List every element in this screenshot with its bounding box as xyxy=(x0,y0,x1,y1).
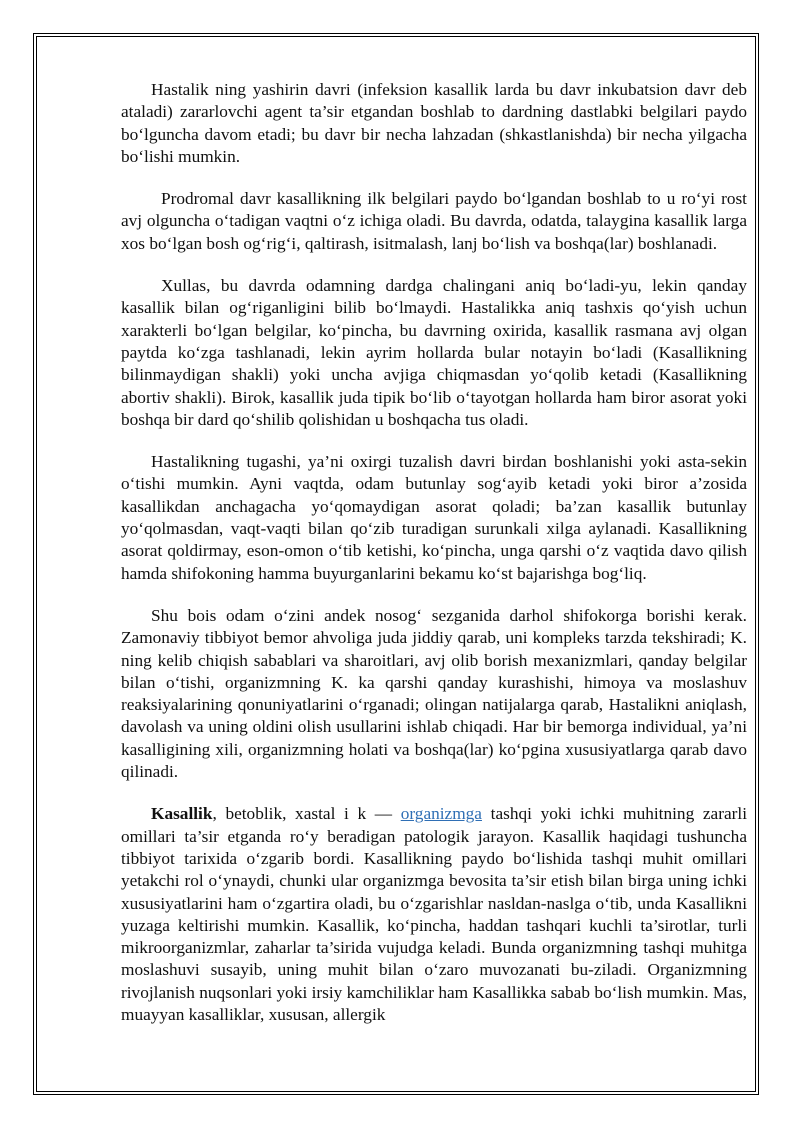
paragraph-latent-period: Hastalik ning yashirin davri (infeksion kasallik larda bu davr inkubatsion davr deb ataladi) zararlovchi agent ta’sir etgandan boshlab to dardning dastlabki belgilari paydo bo‘lguncha davom etadi; bu davr bir necha lahzadan (shkastlanishda) bir necha yilgacha bo‘lishi mumkin. xyxy=(121,80,747,166)
definition-text-after-link: tashqi yoki ichki muhitning zararli omillari ta’sir etganda ro‘y beradigan patologik jarayon. Kasallik haqidagi tushuncha tibbiyot tarixida o‘zgarib bordi. Kasallikning paydo bo‘lishida tashqi muhit omillari yetakchi rol o‘ynaydi, chunki ular organizmga bevosita ta’sir etish bilan birga uning ichki xususiyatlarini ham o‘zgartira oladi, bu o‘zgarishlar nasldan-naslga o‘tib, unda Kasallikni yuzaga keltirishi mumkin. Kasallik, ko‘pincha, haddan tashqari kuchli ta’sirotlar, turli mikroorganizmlar, zaharlar ta’sirida vujudga keladi. Bunda organizmning tashqi muhitga moslashuvi susayib, uning muhit bilan o‘zaro muvozanati bu-ziladi. Organizmning rivojlanish nuqsonlari yoki irsiy kamchiliklar ham Kasallikka sabab bo‘lish mumkin. Mas, muayyan kasalliklar, xususan, allergik xyxy=(121,804,747,1024)
organizmga-link[interactable]: organizmga xyxy=(400,804,482,824)
paragraph-prodromal-period: Prodromal davr kasallikning ilk belgilari paydo bo‘lgandan boshlab to u ro‘yi rost avj olguncha o‘tadigan vaqtni o‘z ichiga oladi. Bu davrda, odatda, talaygina kasallik larga xos bo‘lgan bosh og‘rig‘i, qaltirash, isitmalash, lanj bo‘lish va boshqa(lar) boshlanadi. xyxy=(121,189,747,253)
defined-term: Kasallik xyxy=(151,804,213,824)
paragraph-see-doctor: Shu bois odam o‘zini andek nosog‘ sezganida darhol shifokorga borishi kerak. Zamonaviy tibbiyot bemor ahvoliga juda jiddiy qarab, uni kompleks tarzda tekshiradi; K. ning kelib chiqish sabablari va sharoitlari, avj olib borish mexanizmlari, qanday belgilar bilan o‘tishi, organizmning K. ka qarshi qanday kurashishi, himoya va moslashuv reaksiyalarining qonuniyatlarini o‘rganadi; olingan natijalarga qarab, Hastalikni aniqlash, davolash va uning oldini olish usullarini ishlab chiqadi. Har bir bemorga individual, ya’ni kasalligining xili, organizmning holati va boshqa(lar) ko‘pgina xususiyatlarga qarab davo qilinadi. xyxy=(121,605,747,782)
definition-text-before-link: , betoblik, xastal i k — xyxy=(212,804,401,824)
paragraph-summary: Xullas, bu davrda odamning dardga chalingani aniq bo‘ladi-yu, lekin qanday kasallik bilan og‘riganligini bilib bo‘lmaydi. Hastalikka aniq tashxis qo‘yish uchun xarakterli bo‘lgan belgilar, ko‘pincha, bu davrning oxirida, kasallik rasmana avj olgan paytda ko‘zga tashlanadi, lekin ayrim hollarda bular notayin bo‘ladi (Kasallikning bilinmaydigan shakli) yoki uncha avjiga chiqmasdan yo‘qolib ketadi (Kasallikning abortiv shakli). Birok, kasallik juda tipik bo‘lib o‘tayotgan hollarda ham biror asorat yoki boshqa bir dard qo‘shilib qolishidan u boshqacha tus oladi. xyxy=(121,276,747,429)
paragraph-definition xyxy=(121,803,747,1026)
document-body xyxy=(121,79,747,1026)
paragraph-recovery: Hastalikning tugashi, ya’ni oxirgi tuzalish davri birdan boshlanishi yoki asta-sekin o‘tishi mumkin. Ayni vaqtda, odam butunlay sog‘ayib ketadi yoki biror a’zosida kasallikdan anchagacha yo‘qomaydigan asorat qoladi; ba’zan kasallik butunlay yo‘qolmasdan, vaqt-vaqti bilan qo‘zib turadigan surunkali xilga aylanadi. Kasallikning asorat qoldirmay, eson-omon o‘tib ketishi, ko‘pincha, unga qarshi o‘z vaqtida davo qilish hamda shifokoning hamma buyurganlarini bekamu ko‘st bajarishga bog‘liq. xyxy=(121,452,747,583)
page-border xyxy=(33,33,759,1095)
